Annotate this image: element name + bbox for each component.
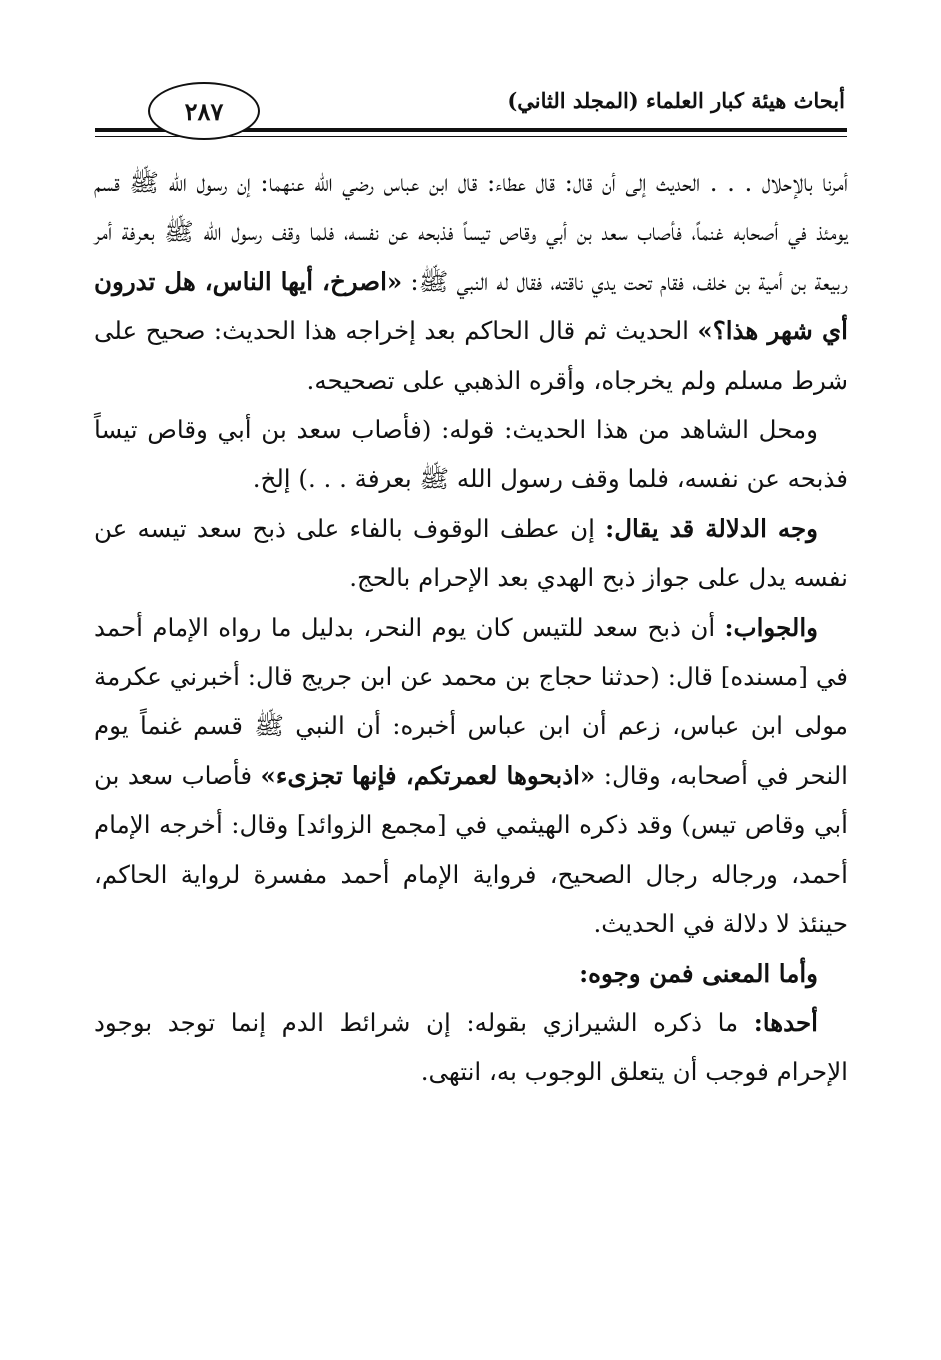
paragraph-6-text: ما ذكره الشيرازي بقوله: إن شرائط الدم إنما توجد بوجود الإحرام فوجب أن يتعلق الوجوب به، انتهى. — [94, 1007, 848, 1087]
running-header-title: أبحاث هيئة كبار العلماء (المجلد الثاني) — [507, 88, 845, 113]
paragraph-4 — [94, 603, 848, 949]
paragraph-4-text-cont: فأصاب سعد بن أبي وقاص تيس) وقد ذكره الهيثمي في [مجمع الزوائد] وقال: أخرجه الإمام أحمد، ورجاله رجال الصحيح، فرواية الإمام أحمد مفسرة لرواية الحاكم، حينئذ لا دلالة في الحديث. — [94, 760, 848, 939]
paragraph-6-lead: أحدها: — [753, 1007, 818, 1037]
paragraph-3-lead: وجه الدلالة قد يقال: — [605, 513, 819, 543]
paragraph-5-heading: وأما المعنى فمن وجوه: — [579, 958, 818, 988]
paragraph-4-text: أن ذبح سعد للتيس كان يوم النحر، بدليل ما رواه الإمام أحمد في [مسنده] قال: (حدثنا حجاج بن محمد عن ابن جريج قال: أخبرني عكرمة مولى ابن عباس، زعم أن ابن عباس أخبره: أن النبي ﷺ قسم غنماً يوم النحر في أصحابه، وقال: — [94, 612, 848, 790]
paragraph-1 — [94, 158, 848, 405]
paragraph-4-quote: «اذبحوها لعمرتكم، فإنها تجزىء» — [260, 760, 596, 790]
paragraph-4-lead: والجواب: — [724, 612, 818, 642]
paragraph-2-text: ومحل الشاهد من هذا الحديث: قوله: (فأصاب سعد بن أبي وقاص تيساً فذبحه عن نفسه، فلما وقف رسول الله ﷺ بعرفة . . .) إلخ. — [94, 415, 848, 494]
paragraph-3 — [94, 504, 848, 603]
paragraph-1-text: أمرنا بالإحلال . . . الحديث إلى أن قال: قال عطاء: قال ابن عباس رضي الله عنهما: إن رسول الله ﷺ قسم يومئذ في أصحابه غنماً، فأصاب سعد بن أبي وقاص تيساً فذبحه عن نفسه، فلما وقف رسول الله ﷺ بعرفة أمر ربيعة بن أمية بن خلف، فقام تحت يدي ناقته، فقال له النبي ﷺ: — [94, 168, 848, 296]
paragraph-6 — [94, 998, 848, 1097]
paragraph-5 — [94, 949, 848, 998]
paragraph-3-text: إن عطف الوقوف بالفاء على ذبح سعد تيسه عن نفسه يدل على جواز ذبح الهدي بعد الإحرام بالحج. — [94, 513, 848, 593]
paragraph-1-text-cont: الحديث ثم قال الحاكم بعد إخراجه هذا الحديث: صحيح على شرط مسلم ولم يخرجاه، وأقره الذهبي على تصحيحه. — [94, 316, 848, 395]
page-number — [148, 82, 260, 140]
page-number-text: ٢٨٧ — [184, 96, 224, 126]
paragraph-1-quote: «اصرخ، أيها الناس، هل تدرون أي شهر هذا؟» — [94, 266, 848, 346]
body-text — [94, 158, 848, 1097]
paragraph-2 — [94, 405, 848, 504]
